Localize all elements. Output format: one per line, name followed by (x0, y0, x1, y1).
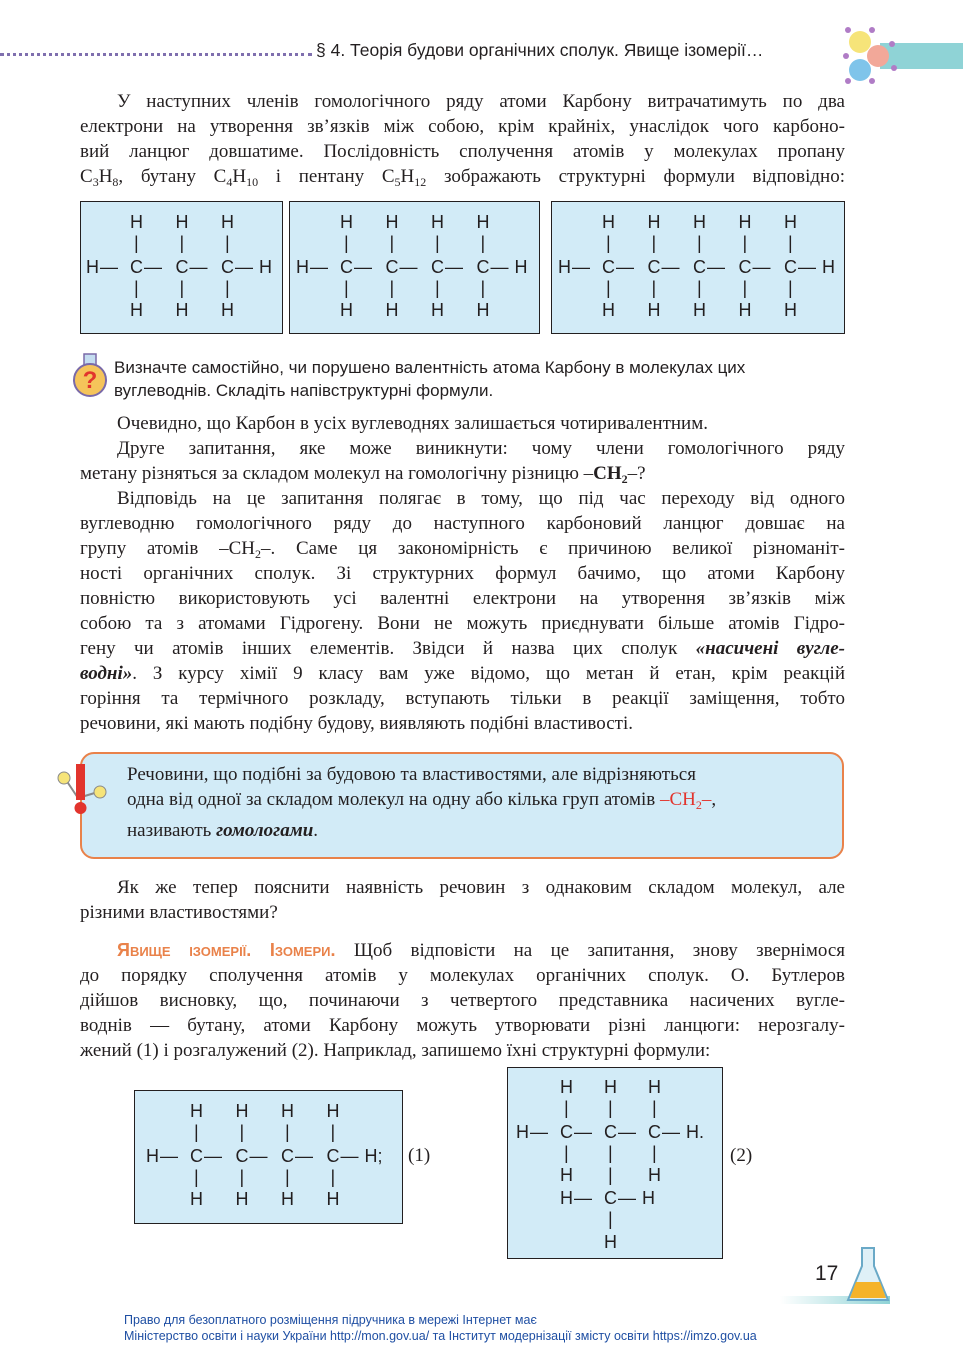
text-line: різними властивостями? (80, 902, 278, 923)
question-paragraph (80, 875, 845, 925)
bond: — (661, 257, 680, 277)
hydrogen-atom: H (648, 1165, 661, 1185)
hydrogen-atom: H (326, 1189, 340, 1209)
text-line: ності органічних сполук. Зі структурних формул бачимо, що атоми Карбону (80, 563, 845, 584)
carbon-atom: C (602, 257, 615, 277)
bond: — (530, 1122, 548, 1142)
hydrogen-atom: H (602, 212, 615, 232)
hydrogen-atom: H (642, 1188, 655, 1208)
bond: | (330, 1122, 336, 1142)
header-dotted-line (0, 53, 312, 56)
bond: | (480, 233, 486, 253)
definition-text (127, 762, 817, 843)
bond: — (310, 257, 328, 277)
text-line: воднів — бутану, атоми Карбону можуть утворювати різні ланцюги: нерозгалу- (80, 1015, 845, 1036)
footer-line-2: Міністерство освіти і науки України http://mon.gov.ua/ та Інститут модернізації змісту освіти https://imzo.gov.ua (124, 1329, 757, 1343)
bond: | (608, 1098, 613, 1118)
bond: — (662, 1122, 680, 1142)
hydrogen-atom: H (647, 212, 661, 232)
hydrogen-atom: H (221, 300, 234, 320)
bond: | (788, 233, 793, 253)
question-flask-icon (70, 352, 110, 398)
task-line: вуглеводнів. Складіть напівструктурні формули. (114, 381, 494, 400)
hydrogen-atom: H (281, 1189, 294, 1209)
bond: | (239, 1167, 245, 1187)
bond: | (608, 1209, 613, 1229)
carbon-atom: C (175, 257, 189, 277)
hydrogen-atom: H (560, 1165, 573, 1185)
bond: — (340, 1146, 359, 1166)
hydrogen-atom: H (86, 257, 99, 277)
hydrogen-atom: H (784, 300, 797, 320)
carbon-atom: C (476, 257, 490, 277)
carbon-atom: C (738, 257, 752, 277)
bond: | (225, 278, 230, 298)
hydrogen-atom: H (431, 212, 444, 232)
carbon-atom: C (190, 1146, 203, 1166)
bond: — (490, 257, 509, 277)
section-heading: Явище ізомерії. Ізомери. (117, 940, 336, 960)
bond: — (707, 257, 725, 277)
hydrogen-atom: H (431, 300, 444, 320)
bond: | (652, 1098, 657, 1118)
bond: | (435, 233, 440, 253)
molecule-logo-icon (840, 26, 902, 84)
text-line: повністю використовують усі валентні електрони на утворення зв’язків між (80, 588, 845, 609)
bond: | (330, 1167, 336, 1187)
carbon-atom: C (560, 1122, 573, 1142)
bond: | (285, 1167, 290, 1187)
bond: — (574, 1188, 592, 1208)
text-line: Друге запитання, яке може виникнути: чому члени гомологічного ряду (117, 438, 845, 459)
carbon-atom: C (221, 257, 234, 277)
bond: | (389, 278, 395, 298)
hydrogen-atom: H (130, 300, 143, 320)
bond: | (389, 233, 395, 253)
carbon-atom: C (604, 1122, 617, 1142)
text-line: У наступних членів гомологічного ряду атоми Карбону витрачатимуть по два (117, 91, 845, 112)
bond: — (798, 257, 816, 277)
bond: | (564, 1098, 569, 1118)
carbon-atom: C (326, 1146, 340, 1166)
carbon-atom: C (235, 1146, 249, 1166)
bond: — (618, 1188, 636, 1208)
bond: — (574, 1122, 592, 1142)
text-line: водні». З курсу хімії 9 класу вам уже відомо, що метан й етан, крім реакцій (80, 663, 845, 684)
hydrogen-atom: H (738, 212, 752, 232)
bond: | (564, 1143, 569, 1163)
hydrogen-atom: H (296, 257, 309, 277)
bond: | (742, 278, 748, 298)
text-line: Явище ізомерії. Ізомери. Щоб відповісти на це запитання, знову звернімося (117, 940, 845, 961)
bond: | (480, 278, 486, 298)
bond: | (608, 1165, 613, 1185)
hydrogen-atom: H (146, 1146, 159, 1166)
hydrogen-atom: H (738, 300, 752, 320)
exclamation-molecule-icon (54, 762, 110, 818)
text-line: до порядку сполучення атомів у молекулах органічних сполук. О. Бутлеров (80, 965, 845, 986)
bond: — (354, 257, 372, 277)
bond: — (618, 1122, 636, 1142)
bond: | (194, 1167, 199, 1187)
bond: | (606, 233, 611, 253)
task-text (114, 356, 849, 402)
hydrogen-atom: H (235, 1101, 249, 1121)
bond: — (189, 257, 208, 277)
carbon-atom: C (431, 257, 444, 277)
carbon-atom: C (281, 1146, 294, 1166)
text-line: метану різняться за складом молекул на гомологічну різницю $-CH_2-$? (80, 463, 646, 486)
text-line: групу атомів $-CH_2-$. Саме ця закономірність є причиною великої різноманіт- (80, 538, 845, 561)
hydrogen-atom: H (648, 1077, 661, 1097)
hydrogen-atom: H (647, 300, 661, 320)
bond: | (652, 1143, 657, 1163)
bond: — (160, 1146, 178, 1166)
hydrogen-atom: H (130, 212, 143, 232)
hydrogen-atom: H (190, 1101, 203, 1121)
definition-line: називають гомологами. (127, 820, 319, 841)
bond: — (445, 257, 463, 277)
bond: — (100, 257, 118, 277)
carbon-atom: C (647, 257, 661, 277)
bond: | (179, 233, 185, 253)
text-line: жений (1) і розгалужений (2). Наприклад, запишемо їхні структурні формули: (80, 1040, 711, 1061)
hydrogen-atom: H (190, 1189, 203, 1209)
hydrogen-atom: H (693, 212, 706, 232)
body-text (80, 411, 845, 736)
bond: | (179, 278, 185, 298)
bond: | (606, 278, 611, 298)
formula-label-2: (2) (730, 1145, 753, 1166)
carbon-atom: C (648, 1122, 661, 1142)
text-line: дійшов висновку, що, починаючи з четвертого представника насичених вугле- (80, 990, 845, 1011)
bond: — (295, 1146, 313, 1166)
bond: | (134, 278, 139, 298)
text-line: вий ланцюг довшатиме. Послідовність сполучення атомів у молекулах пропану (80, 141, 845, 162)
hydrogen-atom: H (385, 212, 399, 232)
hydrogen-atom: H (822, 257, 835, 277)
hydrogen-atom: H (516, 1122, 529, 1142)
bond: | (697, 278, 702, 298)
bond: — (752, 257, 771, 277)
bond: | (239, 1122, 245, 1142)
hydrogen-atom: H (560, 1188, 573, 1208)
bond: — (249, 1146, 268, 1166)
bond: | (285, 1122, 290, 1142)
hydrogen-atom: H (259, 257, 272, 277)
hydrogen-atom: H (558, 257, 571, 277)
text-line: гену чи атомів інших елементів. Звідси й назва цих сполук «насичені вугле- (80, 638, 845, 659)
carbon-atom: C (340, 257, 353, 277)
hydrogen-atom: H (340, 300, 353, 320)
bond: | (651, 233, 657, 253)
bond: | (742, 233, 748, 253)
bond: — (144, 257, 162, 277)
bond: | (225, 233, 230, 253)
text-line: горіння та термічного розкладу, вступають тільки в реакції заміщення, тобто (80, 688, 845, 709)
hydrogen-atom: H (476, 300, 490, 320)
text-line: Очевидно, що Карбон в усіх вуглеводнях залишається чотиривалентним. (117, 413, 708, 434)
text-line: речовини, які мають подібну будову, виявляють подібні властивості. (80, 713, 633, 734)
hydrogen-atom: H (175, 300, 189, 320)
text-line: собою та з атомами Гідрогену. Вони не можуть приєднувати більше атомів Гідро- (80, 613, 845, 634)
hydrogen-atom: H (560, 1077, 573, 1097)
hydrogen-atom: H (604, 1077, 617, 1097)
bond: — (204, 1146, 222, 1166)
page-number: 17 (815, 1262, 839, 1285)
bond: | (788, 278, 793, 298)
hydrogen-atom: H (221, 212, 234, 232)
bond: | (608, 1143, 613, 1163)
bond: — (235, 257, 253, 277)
carbon-atom: C (130, 257, 143, 277)
hydrogen-atom: H (693, 300, 706, 320)
text-line: Відповідь на це запитання полягає в тому, що під час переходу від одного (117, 488, 845, 509)
bond: — (616, 257, 634, 277)
hydrogen-atom: H (235, 1189, 249, 1209)
hydrogen-atom: H (476, 212, 490, 232)
footer-line-1: Право для безоплатного розміщення підручника в мережі Інтернет має (124, 1313, 537, 1327)
bond: | (697, 233, 702, 253)
bond: — (399, 257, 418, 277)
header-title: § 4. Теорія будови органічних сполук. Явище ізомерії… (316, 40, 764, 60)
flask-icon (846, 1246, 890, 1304)
bond: | (134, 233, 139, 253)
bond: | (194, 1122, 199, 1142)
hydrogen-atom: H (602, 300, 615, 320)
hydrogen-atom: H (784, 212, 797, 232)
svg-text:?: ? (82, 367, 98, 394)
task-line: Визначте самостійно, чи порушено валентність атома Карбону в молекулах цих (114, 358, 746, 377)
carbon-atom: C (604, 1188, 617, 1208)
text-line: електрони на утворення зв’язків між собою, крім крайніх, унаслідок чого карбоно- (80, 116, 845, 137)
text-line: $C_3H_8$, бутану $C_4H_{10}$ і пентану $C_5H_{12}$ зображають структурні формули відповідно: (80, 166, 846, 189)
intro-paragraph (80, 89, 845, 189)
hydrogen-atom: H (514, 257, 528, 277)
hydrogen-atom: H (326, 1101, 340, 1121)
definition-line: одна від одної за складом молекул на одну або кілька груп атомів $-CH_2-$, (127, 789, 717, 812)
hydrogen-atom: H (604, 1232, 617, 1252)
carbon-atom: C (385, 257, 399, 277)
hydrogen-atom: H (340, 212, 353, 232)
isomer-paragraph (80, 938, 845, 1063)
text-line: вуглеводню гомологічного ряду до наступного карбоновий ланцюг довшає на (80, 513, 845, 534)
bond: | (651, 278, 657, 298)
hydrogen-atom: H (281, 1101, 294, 1121)
formula-label-1: (1) (408, 1145, 431, 1166)
text-line: Як же тепер пояснити наявність речовин з однаковим складом молекул, але (117, 877, 845, 898)
hydrogen-atom: H. (686, 1122, 704, 1142)
bond: | (344, 278, 349, 298)
hydrogen-atom: H (175, 212, 189, 232)
bond: | (344, 233, 349, 253)
hydrogen-atom: H (385, 300, 399, 320)
carbon-atom: C (784, 257, 797, 277)
hydrogen-atom: H; (364, 1146, 383, 1166)
definition-line: Речовини, що подібні за будовою та властивостями, але відрізняються (127, 764, 696, 785)
bond: — (572, 257, 590, 277)
bond: | (435, 278, 440, 298)
carbon-atom: C (693, 257, 706, 277)
